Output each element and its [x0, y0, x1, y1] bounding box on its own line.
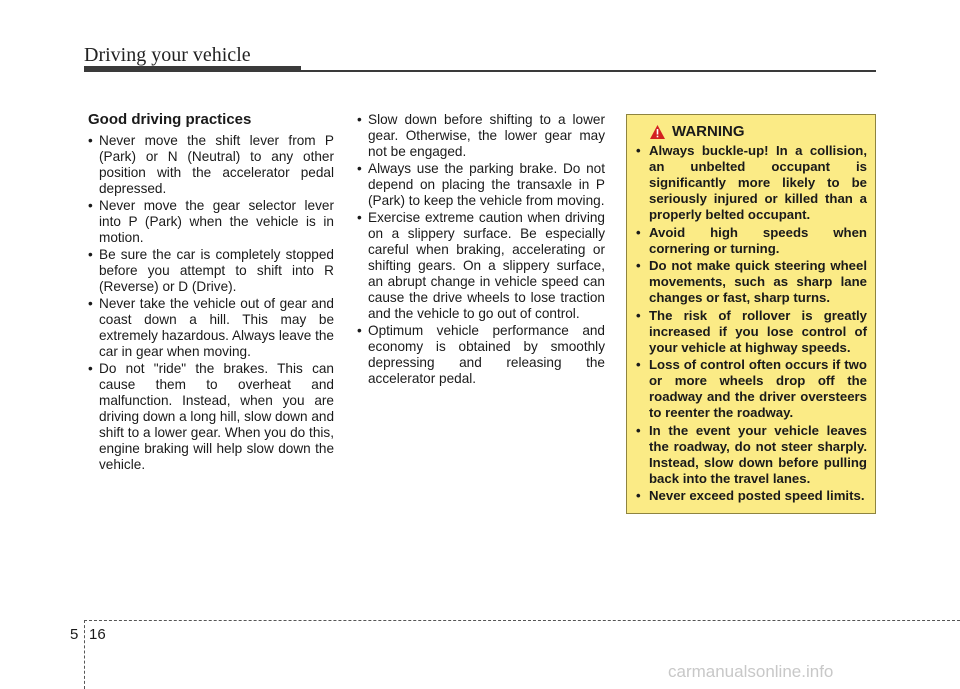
list-item: • Be sure the car is completely stopped before you attempt to shift into R (Reverse) or D (Drive).: [88, 247, 334, 295]
page-header-title: Driving your vehicle: [84, 44, 251, 66]
warning-item: • Do not make quick steering wheel movements, such as sharp lane changes or fast, sharp turns.: [636, 258, 867, 306]
warning-item: • Never exceed posted speed limits.: [636, 488, 867, 504]
warning-triangle-icon: [649, 124, 666, 140]
footer-rule: [84, 620, 960, 621]
list-item: • Never move the shift lever from P (Park) or N (Neutral) to any other position with the accelerator pedal depressed.: [88, 133, 334, 197]
warning-header: [649, 123, 867, 140]
list-item: • Exercise extreme caution when driving on a slippery surface. Be especially careful when braking, accelerating or shifting gears. On a slippery surface, an abrupt change in vehicle speed can cause the drive wheels to lose traction and the vehicle to go out of control.: [357, 210, 605, 322]
left-column: [88, 112, 334, 474]
warning-item: • Loss of control often occurs if two or more wheels drop off the roadway and the driver oversteers to reenter the roadway.: [636, 357, 867, 421]
warning-box: [626, 114, 876, 514]
list-item: • Never take the vehicle out of gear and coast down a hill. This may be extremely hazardous. Always leave the car in gear when moving.: [88, 296, 334, 360]
middle-column: [357, 112, 605, 388]
header-rule-thick: [84, 66, 301, 72]
warning-list: [636, 143, 867, 504]
warning-item: • The risk of rollover is greatly increased if you lose control of your vehicle at highway speeds.: [636, 308, 867, 356]
list-item: • Always use the parking brake. Do not depend on placing the transaxle in P (Park) to keep the vehicle from moving.: [357, 161, 605, 209]
watermark: carmanualsonline.info: [668, 662, 834, 681]
warning-item: • Avoid high speeds when cornering or turning.: [636, 225, 867, 257]
footer-rule-vertical: [84, 620, 85, 689]
list-item: • Never move the gear selector lever into P (Park) when the vehicle is in motion.: [88, 198, 334, 246]
good-practices-list: [88, 133, 334, 473]
list-item: • Optimum vehicle performance and economy is obtained by smoothly depressing and releasing the accelerator pedal.: [357, 323, 605, 387]
header-rule-thin: [301, 70, 876, 72]
warning-item: • In the event your vehicle leaves the roadway, do not steer sharply. Instead, slow down before pulling back into the travel lanes.: [636, 423, 867, 487]
page-number: 16: [89, 626, 106, 643]
chapter-number: 5: [70, 626, 79, 643]
section-title: Good driving practices: [88, 111, 252, 128]
list-item: • Do not "ride" the brakes. This can cause them to overheat and malfunction. Instead, when you are driving down a long hill, slow down and shift to a lower gear. When you do this, engine braking will help slow down the vehicle.: [88, 361, 334, 473]
warning-title: WARNING: [672, 123, 745, 140]
list-item: • Slow down before shifting to a lower gear. Otherwise, the lower gear may not be engaged.: [357, 112, 605, 160]
warning-item: • Always buckle-up! In a collision, an unbelted occupant is significantly more likely to be seriously injured or killed than a properly belted occupant.: [636, 143, 867, 223]
practices-list-continued: [357, 112, 605, 387]
